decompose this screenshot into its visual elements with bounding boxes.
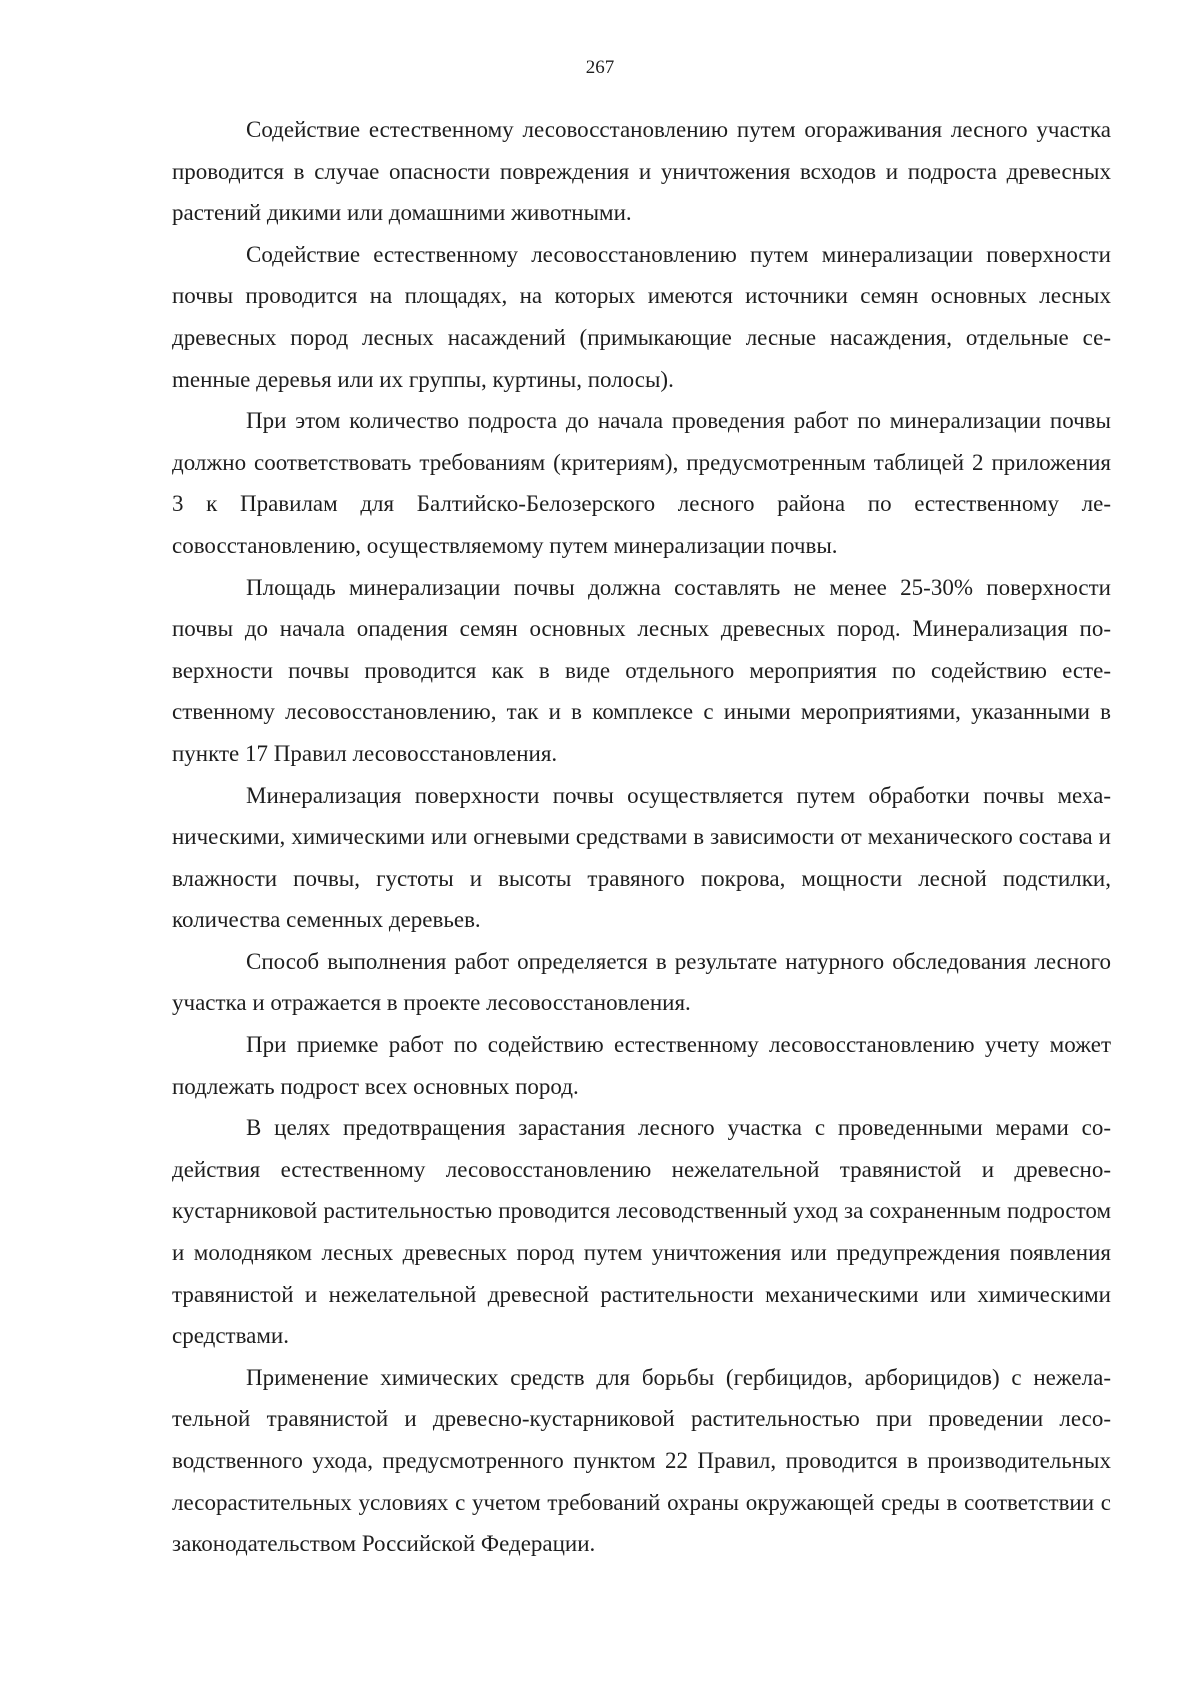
paragraph: Способ выполнения работ определяется в результате натурного обследования лесного участка и отражается в проекте лесовосстановления. bbox=[172, 948, 1111, 1016]
body-text bbox=[172, 109, 1111, 1565]
paragraph: Содействие естественному лесовосстановлению путем минерализации поверхности почвы проводится на площадях, на которых имеются источники семян основных лесных древесных пород лесных насаждений (примыкающие лесные насаждения, отдельные сеmенные деревья или их группы, куртины, полосы). bbox=[172, 241, 1111, 392]
paragraph: Содействие естественному лесовосстановлению путем огораживания лесного участка проводится в случае опасности повреждения и уничтожения всходов и подроста древесных растений дикими или домашними животными. bbox=[172, 117, 1111, 226]
page-number: 267 bbox=[585, 57, 615, 78]
paragraph: Минерализация поверхности почвы осуществляется путем обработки почвы механическими, химическими или огневыми средствами в зависимости от механического состава и влажности почвы, густоты и высоты травяного покрова, мощности лесной подстилки, количества семенных деревьев. bbox=[172, 782, 1111, 933]
paragraph: В целях предотвращения зарастания лесного участка с проведенными мерами содействия естественному лесовосстановлению нежелательной травянистой и древесно-кустарниковой растительностью проводится лесоводственный уход за сохраненным подростом и молодняком лесных древесных пород путем уничтожения или предупреждения появления травянистой и нежелательной древесной растительности механическими или химическими средствами. bbox=[172, 1115, 1111, 1349]
paragraph: Применение химических средств для борьбы (гербицидов, арборицидов) с нежелательной травянистой и древесно-кустарниковой растительностью при проведении лесоводственного ухода, предусмотренного пунктом 22 Правил, проводится в производительных лесорастительных условиях с учетом требований охраны окружающей среды в соответствии с законодательством Российской Федерации. bbox=[172, 1364, 1111, 1557]
paragraph: При этом количество подроста до начала проведения работ по минерализации почвы должно соответствовать требованиям (критериям), предусмотренным таблицей 2 приложения 3 к Правилам для Балтийско-Белозерского лесного района по естественному лесовосстановлению, осуществляемому путем минерализации почвы. bbox=[172, 408, 1111, 558]
paragraph: Площадь минерализации почвы должна составлять не менее 25-30% поверхности почвы до начала опадения семян основных лесных древесных пород. Минерализация поверхности почвы проводится как в виде отдельного мероприятия по содействию естественному лесовосстановлению, так и в комплексе с иными мероприятиями, указанными в пункте 17 Правил лесовосстановления. bbox=[172, 574, 1111, 766]
paragraph: При приемке работ по содействию естественному лесовосстановлению учету может подлежать подрост всех основных пород. bbox=[172, 1032, 1111, 1099]
